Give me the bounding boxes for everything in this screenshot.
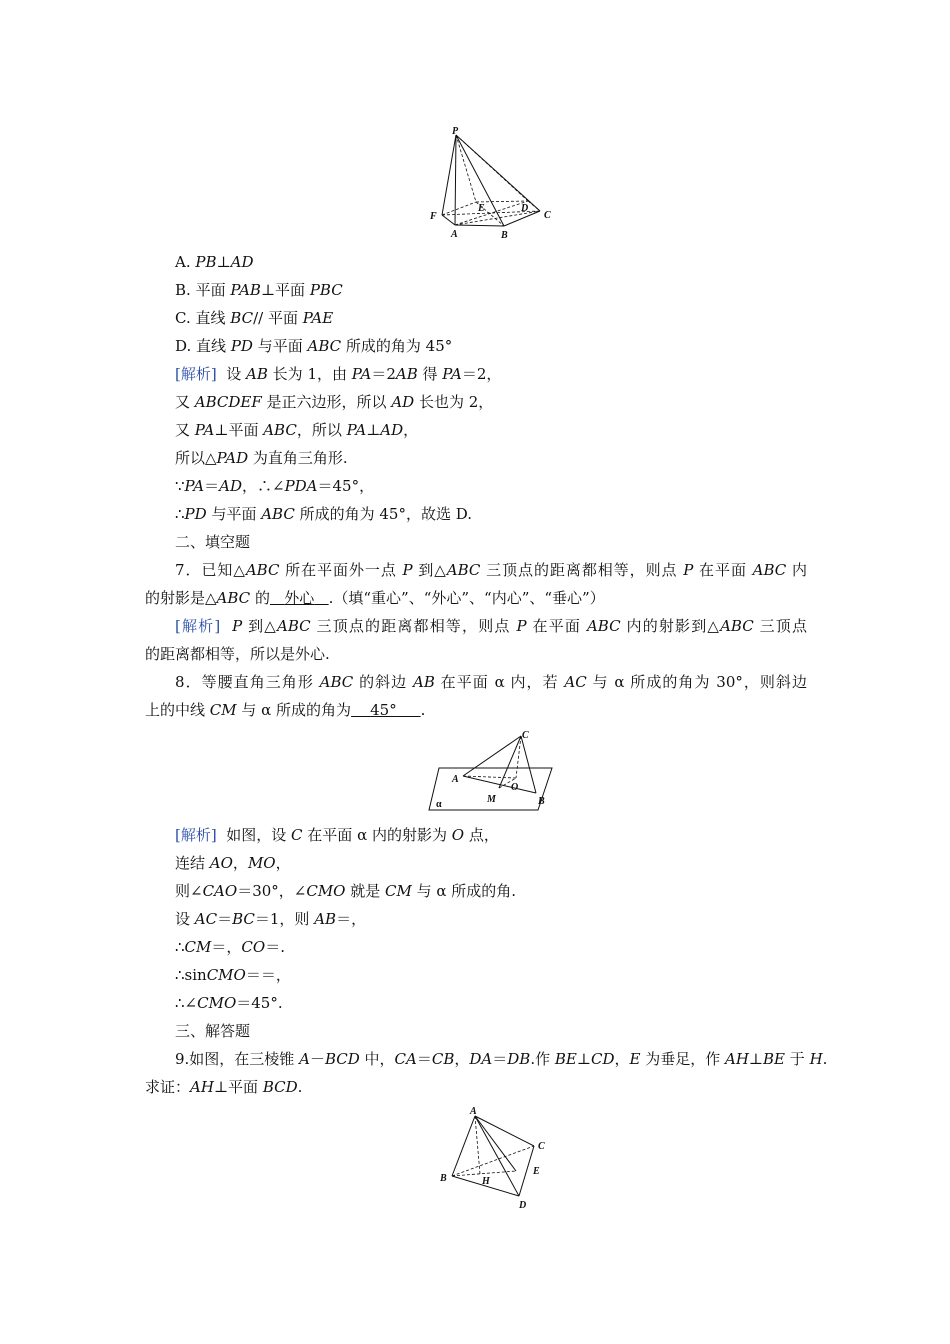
- solution8-line4: 设 AC＝BC＝1，则 AB＝，: [175, 910, 367, 928]
- tetra-label-a: A: [470, 1106, 477, 1117]
- plane-label-alpha: α: [436, 799, 442, 810]
- pyramid-label-c: C: [544, 210, 551, 221]
- plane-label-o: O: [511, 782, 519, 793]
- pyramid-label-d: D: [521, 203, 529, 214]
- solution6-line3: 又 PA⊥平面 ABC，所以 PA⊥AD，: [175, 421, 419, 439]
- question9-line1: 9.如图，在三棱锥 A－BCD 中，CA＝CB，DA＝DB.作 BE⊥CD，E 为垂足，作 AH⊥BE 于 H.: [175, 1050, 828, 1068]
- tetra-label-d: D: [519, 1200, 527, 1211]
- tetrahedron-figure: [435, 1102, 555, 1212]
- section-fill-in-heading: 二、填空题: [175, 533, 251, 551]
- pyramid-label-f: F: [430, 211, 437, 222]
- tetra-label-b: B: [440, 1173, 447, 1184]
- solution6-line5: ∵PA＝AD，∴∠PDA＝45°，: [175, 477, 375, 495]
- plane-label-b: B: [538, 796, 545, 807]
- solution6-line1: [解析] 设 AB 长为 1，由 PA＝2AB 得 PA＝2，: [175, 365, 502, 383]
- pyramid-label-a: A: [451, 229, 458, 240]
- question7-line2: 的射影是△ABC 的 外心 .（填“重心”、“外心”、“内心”、“垂心”）: [145, 589, 605, 607]
- plane-label-a: A: [452, 774, 459, 785]
- solution8-line5: ∴CM＝，CO＝.: [175, 938, 285, 956]
- tetra-label-h: H: [482, 1176, 490, 1187]
- pyramid-label-e: E: [478, 203, 485, 214]
- question8-line1: 8．等腰直角三角形 ABC 的斜边 AB 在平面 α 内，若 AC 与 α 所成的角为 30°，则斜边: [175, 673, 808, 691]
- solution8-line2: 连结 AO，MO，: [175, 854, 291, 872]
- solution6-line2: 又 ABCDEF 是正六边形，所以 AD 长也为 2，: [175, 393, 494, 411]
- tetra-label-e: E: [533, 1166, 540, 1177]
- solution7-line1: [解析] P 到△ABC 三顶点的距离都相等，则点 P 在平面 ABC 内的射影到△ABC 三顶点: [175, 617, 807, 635]
- option-d: D. 直线 PD 与平面 ABC 所成的角为 45°: [175, 337, 453, 355]
- solution6-line4: 所以△PAD 为直角三角形.: [175, 449, 348, 467]
- plane-label-c: C: [522, 730, 529, 741]
- solution8-line7: ∴∠CMO＝45°.: [175, 994, 283, 1012]
- question9-line2: 求证：AH⊥平面 BCD.: [145, 1078, 303, 1096]
- solution8-line3: 则∠CAO＝30°，∠CMO 就是 CM 与 α 所成的角.: [175, 882, 517, 900]
- option-b: B. 平面 PAB⊥平面 PBC: [175, 281, 343, 299]
- tetra-label-c: C: [538, 1141, 545, 1152]
- pyramid-figure: [420, 125, 560, 240]
- pyramid-label-p: P: [452, 126, 459, 137]
- plane-label-m: M: [487, 794, 496, 805]
- option-c: C. 直线 BC// 平面 PAE: [175, 309, 334, 327]
- question8-line2: 上的中线 CM 与 α 所成的角为 45° .: [145, 701, 426, 719]
- solution8-line6: ∴sinCMO＝＝，: [175, 966, 291, 984]
- solution8-line1: [解析] 如图，设 C 在平面 α 内的射影为 O 点，: [175, 826, 499, 844]
- pyramid-label-b: B: [501, 230, 508, 240]
- plane-figure: [425, 728, 555, 813]
- question7-line1: 7．已知△ABC 所在平面外一点 P 到△ABC 三顶点的距离都相等，则点 P 在平面 ABC 内: [175, 561, 807, 579]
- solution7-line2: 的距离都相等，所以是外心.: [145, 645, 330, 663]
- question7-answer: 外心: [284, 589, 315, 607]
- section-answer-heading: 三、解答题: [175, 1022, 251, 1040]
- option-a: A. PB⊥AD: [175, 253, 254, 271]
- solution6-line6: ∴PD 与平面 ABC 所成的角为 45°，故选 D.: [175, 505, 472, 523]
- question8-answer: 45°: [370, 701, 397, 719]
